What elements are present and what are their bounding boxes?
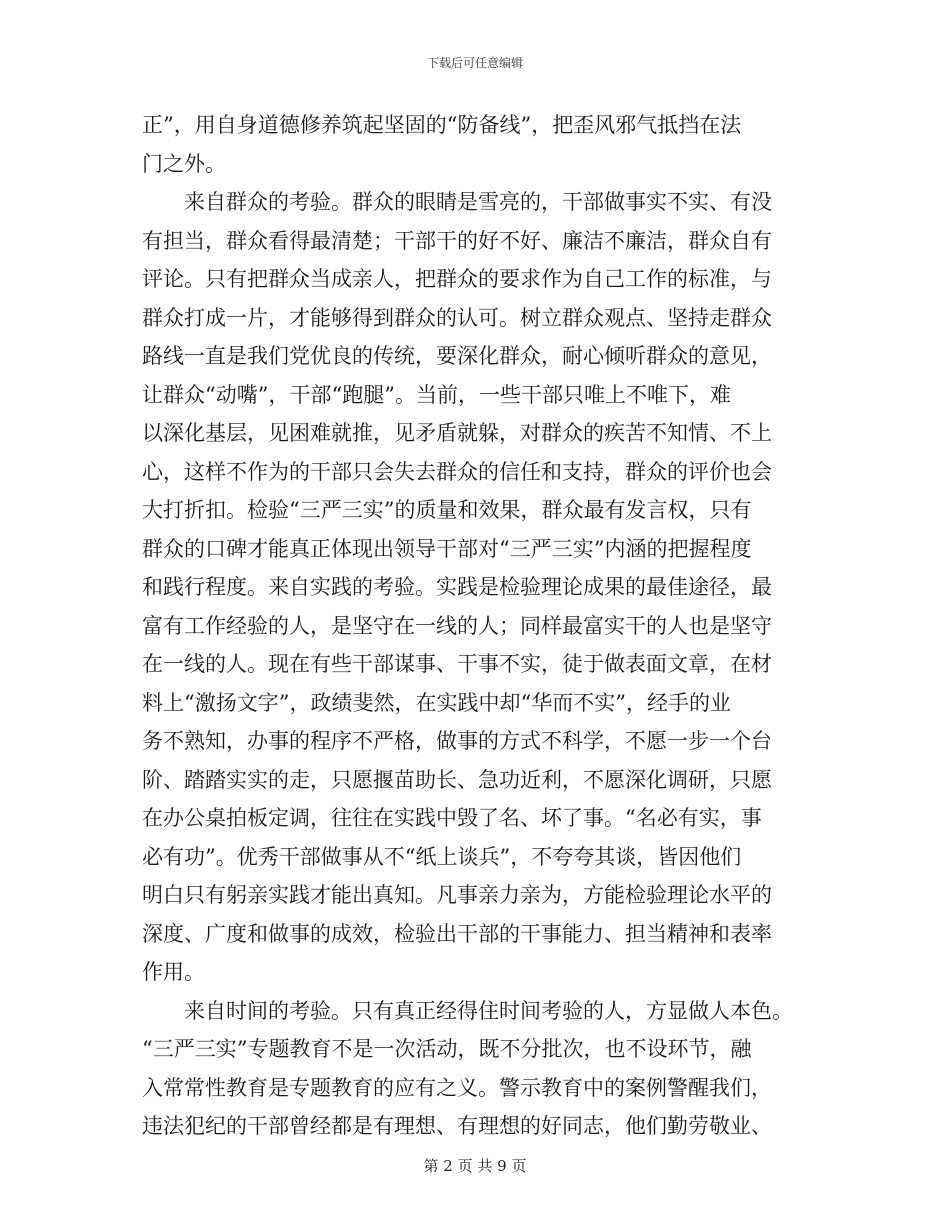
text-line: 群众的口碑才能真正体现出领导干部对“三严三实”内涵的把握程度 — [142, 536, 752, 561]
page-number: 第 2 页 共 9 页 — [423, 1157, 527, 1175]
text-line: 阶、踏踏实实的走，只愿揠苗助长、急功近利，不愿深化调研，只愿 — [142, 767, 772, 792]
text-line: 务不熟知，办事的程序不严格，做事的方式不科学，不愿一步一个台 — [142, 729, 772, 753]
text-line: 评论。只有把群众当成亲人，把群众的要求作为自己工作的标准，与 — [142, 267, 772, 291]
text-line: 作用。 — [142, 960, 205, 984]
text-line: 入常常性教育是专题教育的应有之义。警示教育中的案例警醒我们， — [142, 1075, 772, 1100]
text-line: 明白只有躬亲实践才能出真知。凡事亲力亲为，方能检验理论水平的 — [142, 883, 772, 907]
text-line: 违法犯纪的干部曾经都是有理想、有理想的好同志，他们勤劳敬业、 — [142, 1114, 772, 1138]
text-line: 正”，用自身道德修养筑起坚固的“防备线”，把歪风邪气抵挡在法 — [142, 113, 742, 137]
paragraph-start-line: 来自群众的考验。群众的眼睛是雪亮的，干部做事实不实、有没 — [184, 190, 772, 214]
text-line: 群众打成一片，才能够得到群众的认可。树立群众观点、坚持走群众 — [142, 305, 772, 330]
text-line: 富有工作经验的人，是坚守在一线的人；同样最富实干的人也是坚守 — [142, 613, 772, 638]
text-line: 和践行程度。来自实践的考验。实践是检验理论成果的最佳途径，最 — [142, 575, 772, 599]
text-line: 大打折扣。检验“三严三实”的质量和效果，群众最有发言权，只有 — [142, 498, 752, 522]
text-line: 心，这样不作为的干部只会失去群众的信任和支持，群众的评价也会 — [142, 459, 772, 484]
text-line: “三严三实”专题教育不是一次活动，既不分批次，也不设环节，融 — [142, 1037, 752, 1061]
body-text — [142, 106, 814, 1146]
text-line: 门之外。 — [142, 151, 226, 176]
text-line: 在一线的人。现在有些干部谋事、干事不实，徒于做表面文章，在材 — [142, 652, 772, 676]
text-line: 让群众“动嘴”，干部“跑腿”。当前，一些干部只唯上不唯下，难 — [142, 382, 731, 407]
text-line: 在办公桌拍板定调，往往在实践中毁了名、坏了事。“名必有实，事 — [142, 806, 762, 830]
text-line: 深度、广度和做事的成效，检验出干部的干事能力、担当精神和表率 — [142, 921, 772, 946]
text-line: 料上“激扬文字”，政绩斐然，在实践中却“华而不实”，经手的业 — [142, 690, 731, 715]
paragraph-start-line: 来自时间的考验。只有真正经得住时间考验的人，方显做人本色。 — [184, 998, 793, 1023]
page-header: 下载后可任意编辑 — [426, 56, 523, 70]
text-line: 以深化基层，见困难就推，见矛盾就躲，对群众的疾苦不知情、不上 — [142, 421, 772, 445]
text-line: 有担当，群众看得最清楚；干部干的好不好、廉洁不廉洁，群众自有 — [142, 228, 772, 253]
text-line: 路线一直是我们党优良的传统，要深化群众，耐心倾听群众的意见， — [142, 344, 772, 368]
text-line: 必有功”。优秀干部做事从不“纸上谈兵”，不夸夸其谈，皆因他们 — [142, 844, 742, 869]
